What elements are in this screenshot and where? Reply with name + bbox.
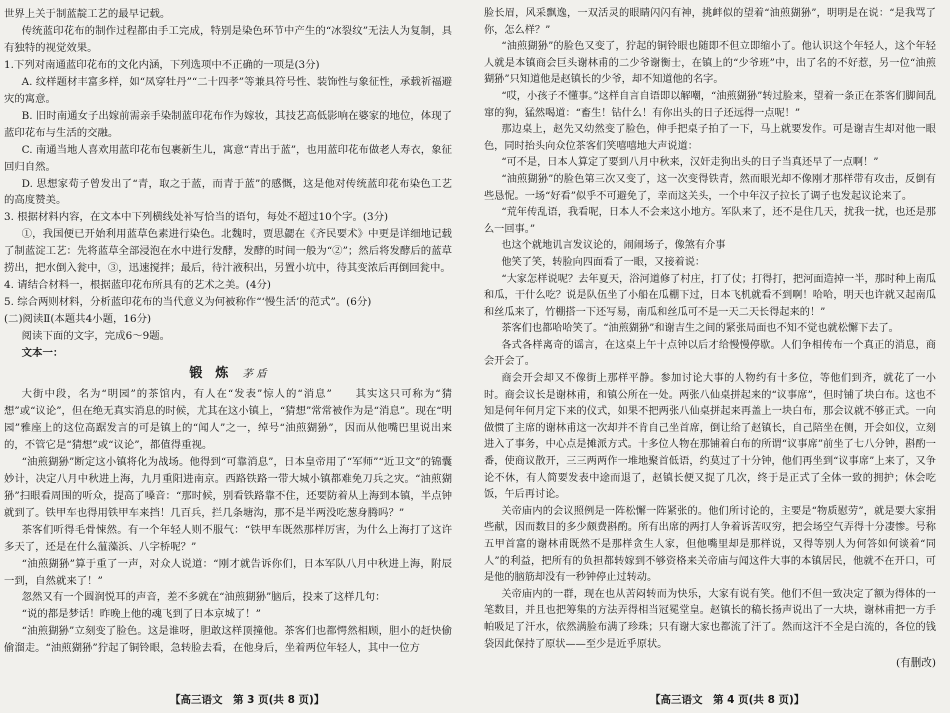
- story-paragraph: 忽然又有一个圆润悦耳的声音，差不多就在“油煎猢狲”脑后，投来了这样几句：: [21, 591, 386, 604]
- fill-blank-passage: ①，我国便已开始利用蓝草色素进行染色。北魏时，贾思勰在《齐民要术》中更是详细地记载了制蓝淀工艺：先将蓝草全部浸泡在水中进行发酵，发酵的时间一般为“②”；然后将发酵后的蓝草捞出，把水倒入瓮中，③，迅速搅拌；最后，待汁液积出，另置小坑中，待其变浓后再倒回瓮中。: [4, 228, 452, 275]
- title-text: 锻 炼: [189, 366, 229, 382]
- story-paragraph: “大家怎样说呢？去年夏天，浴河道修了村庄，打了仗；打得打，把河面造掉一半，那时种上南瓜和瓜，干什么吃？说是队伍坐了小船在瓜棚下过，日本飞机就看不到啊！哈哈，明天也许就又起南瓜和丝瓜来了，竹棚搭一下还写易，南瓜和丝瓜可不是一天二天长得起来的！”: [484, 273, 936, 318]
- story-paragraph: “油煎猢狲”的脸色又变了，狞起的铜铃眼也随即不但立即缩小了。他认识这个年轻人，这个年轻人就是本镇商会巨头谢林甫的二少爷谢衡士，在镇上的“少爷班”中，出了名的不好惹，另一位“油煎猢狲”只知道他是赵镇长的少爷，却不知道他的名字。: [484, 41, 936, 86]
- question-3: 3. 根据材料内容，在文本中下列横线处补写恰当的语句，每处不超过10个字。(3分): [4, 211, 389, 224]
- option-b: B. 旧时南通女子出嫁前需亲手染制蓝印花布作为嫁妆，其技艺高低影响在婆家的地位，体现了蓝印花布与生活的交融。: [4, 109, 452, 139]
- option-c: C. 南通当地人喜欢用蓝印花布包裹新生儿，寓意“青出于蓝”，也用蓝印花布做老人寿衣，象征回归自然。: [4, 143, 452, 173]
- story-title: [4, 364, 452, 384]
- story-paragraph: 茶客们也都哈哈笑了。“油煎猢狲”和谢吉生之间的紧张局面也不知不觉也就松懈下去了。: [501, 323, 899, 335]
- left-column: [4, 6, 452, 657]
- question-1: 1.下列对南通蓝印花布的文化内涵，下列选项中不正确的一项是(3分): [4, 58, 320, 71]
- story-paragraph: “荒年传乱语，我看呢，日本人不会来这小地方。军队来了，还不是住几天，扰我一扰，也还是那么一回事。”: [484, 207, 936, 235]
- question-5: 5. 综合两则材料，分析蓝印花布的当代意义为何被称作“‘慢生活’的范式”。(6分): [4, 296, 372, 309]
- story-paragraph: 大街中段，名为“明园”的茶馆内，有人在“发表”惊人的“消息” 其实这只可称为“猜想”或“议论”，但在绝无真实消息的时候，尤其在这小镇上，“猜想”常常被作为是“消息”。现在“明园”雅座上的这位高踞发言的可是镇上的“闻人”之一，绰号“油煎猢狲”，因而从他嘴巴里说出来的，不管它是“猜想”或“议论”，都值得重视。: [4, 388, 452, 451]
- story-paragraph: “油煎猢狲”断定这小镇将化为战场。他得到“可靠消息”，日本皇帝用了“军师”“近卫文”的锦囊妙计，决定八月中秋进上海，九月重阳进南京。西路铁路一带大城小镇都难免刀兵之灾。“油煎猢狲”扫眼看周围的听众，提高了嗓音：“那时候，别看铁路靠不住，还要防着从上海到本镇，半点钟就到了。铁甲车也得用铁甲车来挡！几百兵，拦几条塘沟，那不是半两没吃葱身腾吗？”: [4, 455, 452, 519]
- story-paragraph: 那边桌上，赵先又幼然变了脸色，伸手把桌子拍了一下，马上就要发作。可是谢吉生却对他一眼色，同时抬头向众位茶客们笑嘻嘻地大声说道：: [484, 124, 936, 152]
- story-paragraph: 各式各样离奇的谣言，在这桌上午十点钟以后才给慢慢停歇。人们争相传布一个真正的消息，商会开会了。: [484, 339, 936, 368]
- story-paragraph: “可不是，日本人算定了要到八月中秋来，汉奸走狗出头的日子当真还早了一点啊！”: [501, 157, 879, 169]
- story-paragraph: 关帝庙内的一群，现在也从苦闷转而为快乐，大家有说有笑。他们不但一致决定了额为得体的一笔数目，并且也把筹集的方法弄得相当冠冕堂皇。赵镇长的稿长扬声说出了一大块，谢林甫把一方手帕吸足了汗水，依然满脸布满了珍珠；只有谢大家也都流了汗了。然而这汗不全是白流的，各位的钱袋因此保持了原状——至少是近乎原状。: [484, 588, 936, 650]
- paragraph: 世界上关于制蓝靛工艺的最早记载。: [4, 8, 171, 20]
- story-paragraph: 他笑了笑，转脸向四面看了一眼，又接着说：: [501, 256, 706, 268]
- story-paragraph: 也这个就地讥言发议论的，闹闹场子，像煞有介事: [501, 240, 726, 252]
- abridged-note: (有删改): [895, 657, 936, 670]
- paragraph: 传统蓝印花布的制作过程都由手工完成，特别是染色环节中产生的“冰裂纹”无法人为复制，具有独特的视觉效果。: [4, 24, 452, 54]
- story-paragraph: “油煎猢狲”立刻变了脸色。这是谁呀，胆敢这样顶撞他。茶客们也都愕然相顾，胆小的赶快偷偷溜走。“油煎猢狲”狞起了铜铃眼，急转脸去看，在他身后，坐着两位年轻人，其中一位方: [4, 625, 452, 655]
- story-paragraph: “油煎猢狲”的脸色第三次又变了，这一次变得铁青，然而眼光却不像刚才那样带有攻击，反倒有些恳怩。一场“好看”似乎不可避免了，幸而这关头，一个中年汉子拉长了调子也发起议论来了。: [484, 173, 936, 202]
- instruction: 阅读下面的文字，完成6～9题。: [21, 330, 170, 343]
- story-paragraph: 脸长眉，风采飘逸，一双活灵的眼睛闪闪有神，挑衅似的望着“油煎猢狲”，明明是在说：“是我骂了你，怎么样？”: [484, 8, 936, 36]
- story-paragraph: “油煎猢狲”算于重了一声，对众人说道：“刚才就告诉你们，日本军队八月中秋进上海，附辰一到，自然就来了！”: [4, 557, 452, 587]
- story-paragraph: 商会开会却又不像街上那样平静。参加讨论大事的人物约有十多位，等他们到齐，就花了一小时。商会议长是谢林甫，和镇公所在一处。两张八仙桌拼起来的“议事席”，但时铺了块白布。这也不知是何年何月定下来的仪式，如果不把两张八仙桌拼起来再盖上一块白布，那会议就不够正式。一向做惯了主席的谢林甫这一次却并不肯自己坐首席，倒让给了赵镇长，自己陪坐在侧，开会如仪，立刻进入了事务，中心点是摊派方式。十多位人物在那铺着白布的所谓“议事席”前坐了七八分钟，斟酌一番，使商议散开，三三两两作一堆地聚首低语，约莫过了十分钟，他们再坐到“议事席”上来了，又争论不休，有人简要发表中途而退了，赵镇长便又捉了几次，终于是正式了全体一致的拥护；休会吃饭，午后再讨论。: [484, 373, 936, 501]
- story-paragraph: 茶客们听得毛骨悚然。有一个年轻人则不服气：“铁甲车既然那样厉害，为什么上海打了这许多天了，还是在什么蕰藻浜、八字桥呢？”: [4, 523, 452, 553]
- story-paragraph: “哎，小孩子不懂事。”这样自言自语即以解嘲，“油煎猢狲”转过脸来，望着一条正在茶客们脚间乱窜的狗，猛然喝道：“畜生！钻什么！有你出头的日子还远得一点呢！”: [484, 90, 936, 119]
- option-d: D. 思想家荀子曾发出了“青，取之于蓝，而青于蓝”的感慨，这是他对传统蓝印花布染色工艺的高度赞美。: [4, 177, 452, 207]
- question-4: 4. 请结合材料一，根据蓝印花布所具有的艺术之美。(4分): [4, 279, 271, 292]
- option-a: A. 纹样题材丰富多样，如“凤穿牡丹”“二十四孝”等兼具符号性、装饰性与象征性，承载祈福避灾的寓意。: [4, 75, 452, 105]
- text-label: 文本一：: [21, 347, 64, 360]
- footer-page-3: 【高三语文 第 3 页(共 8 页)】: [170, 694, 325, 706]
- footer-page-4: 【高三语文 第 4 页(共 8 页)】: [650, 694, 805, 706]
- story-paragraph: 关帝庙内的会议照例是一阵松懈一阵紧张的。他们所讨论的，主要是“物质慰劳”，就是要大家捐些献，因而数目的多少颇费斟酌。所有出席的两打人争着诉苦叹穷，把会场空气弄得十分凄惨。号称五甲首富的谢林甫既然不是那样贪生人家，但他嘴里却是那样说，又得等别人为何答如何谈着“同人”的利益，把所有的负担都转嫁到不够资格来关帝庙与闻这件大事的本镇居民，他就不在开口，可是他的脑筋却没有一秒钟停止过转动。: [484, 505, 936, 584]
- section-heading: (二)阅读Ⅱ(本题共4小题，16分): [4, 313, 152, 326]
- story-paragraph: “说的都是梦话！昨晚上他的魂飞到了日本京城了！”: [21, 608, 261, 621]
- author: 茅 盾: [242, 368, 267, 381]
- right-column: [484, 6, 936, 670]
